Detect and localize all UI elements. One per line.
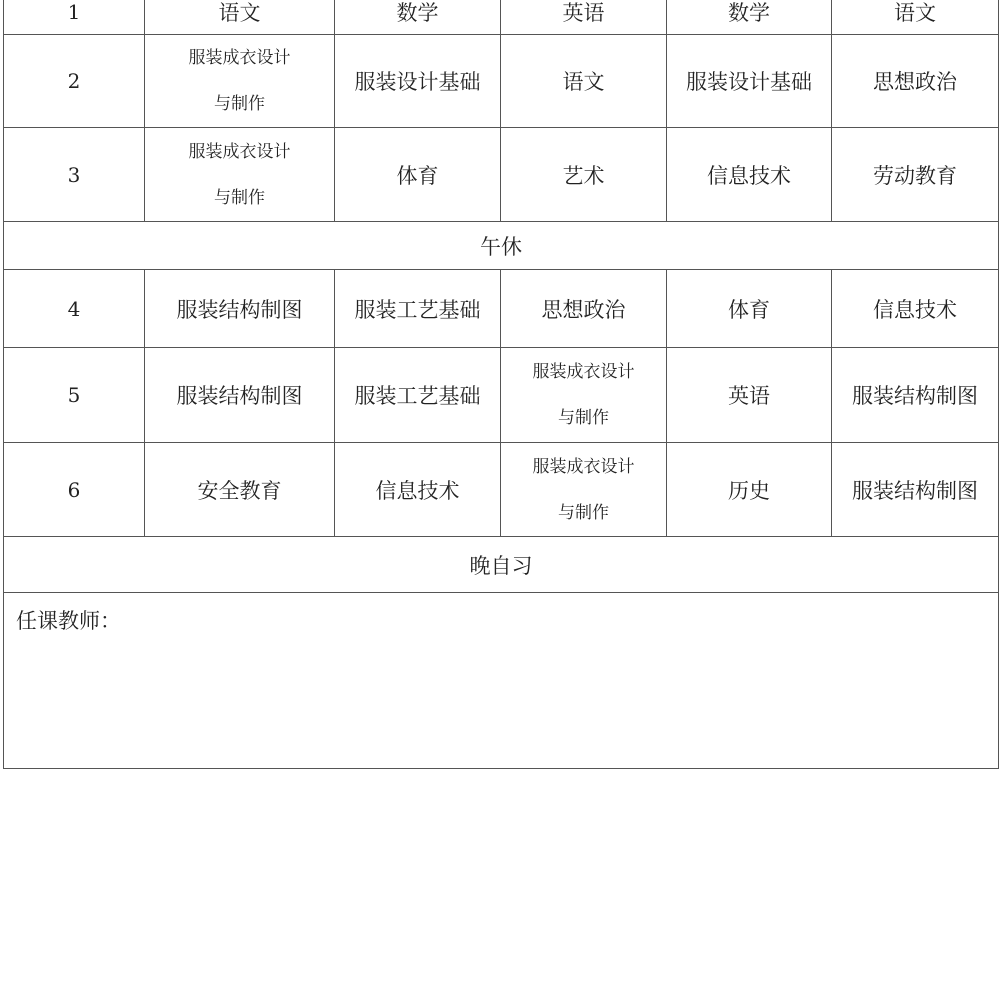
course-cell: 服装结构制图 <box>145 270 335 348</box>
course-cell: 语文 <box>501 35 667 128</box>
period-number: 1 <box>4 0 145 35</box>
evening-study-row <box>4 537 999 593</box>
noon-break-label: 午休 <box>4 222 999 270</box>
period-row <box>4 35 999 128</box>
course-cell: 服装结构制图 <box>832 443 999 537</box>
course-cell: 体育 <box>667 270 832 348</box>
course-cell <box>145 128 335 222</box>
course-cell: 体育 <box>335 128 501 222</box>
period-row <box>4 348 999 443</box>
course-cell: 安全教育 <box>145 443 335 537</box>
course-cell <box>145 35 335 128</box>
course-cell: 英语 <box>667 348 832 443</box>
course-cell: 服装工艺基础 <box>335 348 501 443</box>
class-timetable <box>3 0 999 769</box>
course-cell: 历史 <box>667 443 832 537</box>
period-number: 6 <box>4 443 145 537</box>
period-number: 4 <box>4 270 145 348</box>
course-line: 服装成衣设计 <box>188 141 291 162</box>
course-line: 与制作 <box>214 187 265 208</box>
noon-break-row <box>4 222 999 270</box>
teacher-label: 任课教师： <box>4 593 999 769</box>
period-row <box>4 270 999 348</box>
course-cell: 服装结构制图 <box>832 348 999 443</box>
period-number: 3 <box>4 128 145 222</box>
course-cell: 信息技术 <box>335 443 501 537</box>
teacher-row <box>4 593 999 769</box>
course-line: 服装成衣设计 <box>532 456 635 477</box>
course-cell: 思想政治 <box>832 35 999 128</box>
evening-study-label: 晚自习 <box>4 537 999 593</box>
course-line: 与制作 <box>558 502 609 523</box>
course-cell: 英语 <box>501 0 667 35</box>
period-row <box>4 443 999 537</box>
course-cell <box>501 443 667 537</box>
period-row <box>4 128 999 222</box>
course-cell: 艺术 <box>501 128 667 222</box>
course-cell: 劳动教育 <box>832 128 999 222</box>
course-cell: 服装工艺基础 <box>335 270 501 348</box>
period-number: 5 <box>4 348 145 443</box>
period-number: 2 <box>4 35 145 128</box>
course-cell: 信息技术 <box>667 128 832 222</box>
course-cell: 语文 <box>832 0 999 35</box>
course-cell: 思想政治 <box>501 270 667 348</box>
period-row <box>4 0 999 35</box>
course-cell: 信息技术 <box>832 270 999 348</box>
course-line: 与制作 <box>214 94 265 114</box>
course-line: 与制作 <box>558 408 609 428</box>
course-cell: 服装设计基础 <box>335 35 501 128</box>
course-cell: 语文 <box>145 0 335 35</box>
course-cell: 服装结构制图 <box>145 348 335 443</box>
course-cell: 数学 <box>667 0 832 35</box>
course-cell: 数学 <box>335 0 501 35</box>
course-line: 服装成衣设计 <box>188 48 291 68</box>
course-cell <box>501 348 667 443</box>
course-cell: 服装设计基础 <box>667 35 832 128</box>
course-line: 服装成衣设计 <box>532 362 635 382</box>
